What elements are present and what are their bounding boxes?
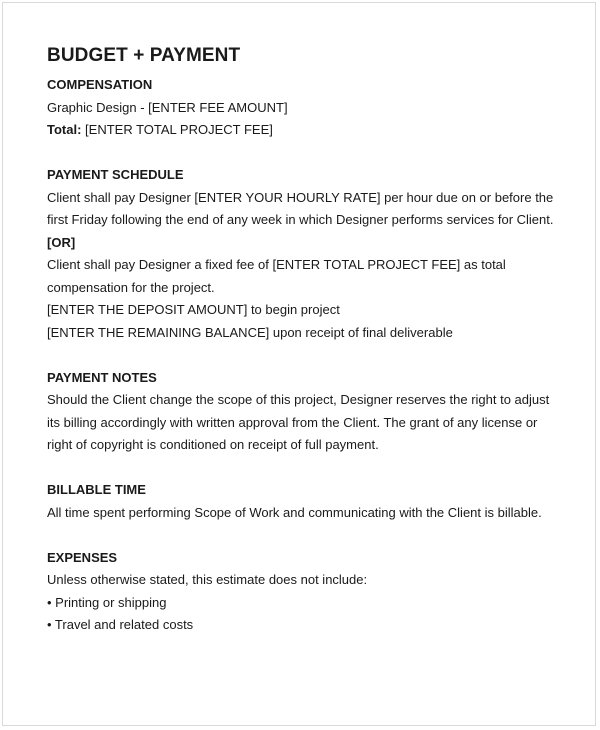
- section-spacer: [47, 142, 567, 165]
- section-spacer: [47, 457, 567, 480]
- compensation-total-line: [47, 119, 567, 142]
- payment-notes-line-2: its billing accordingly with written approval from the Client. The grant of any license or: [47, 414, 538, 430]
- payment-schedule-line-5: [ENTER THE DEPOSIT AMOUNT] to begin project: [47, 302, 340, 317]
- payment-schedule-line-4: compensation for the project.: [47, 279, 215, 295]
- payment-schedule-line-1: Client shall pay Designer [ENTER YOUR HOURLY RATE] per hour due on or before the: [47, 189, 554, 205]
- billable-time-heading: BILLABLE TIME: [47, 482, 146, 497]
- list-item: • Printing or shipping: [47, 594, 167, 610]
- payment-schedule-line-2: first Friday following the end of any week in which Designer performs services for Client.: [47, 212, 554, 227]
- compensation-heading: COMPENSATION: [47, 77, 153, 92]
- compensation-fee-line: Graphic Design - [ENTER FEE AMOUNT]: [47, 99, 288, 115]
- total-value: [ENTER TOTAL PROJECT FEE]: [81, 122, 273, 137]
- billable-time-line-1: All time spent performing Scope of Work and communicating with the Client is billable.: [47, 504, 542, 520]
- section-spacer: [47, 524, 567, 547]
- section-spacer: [47, 344, 567, 367]
- payment-schedule-line-6: [ENTER THE REMAINING BALANCE] upon receipt of final deliverable: [47, 324, 453, 340]
- payment-schedule-heading: PAYMENT SCHEDULE: [47, 167, 184, 182]
- payment-schedule-or: [OR]: [47, 234, 76, 250]
- payment-schedule-line-3: Client shall pay Designer a fixed fee of [ENTER TOTAL PROJECT FEE] as total: [47, 257, 506, 272]
- expenses-heading: EXPENSES: [47, 549, 118, 565]
- payment-notes-line-3: right of copyright is conditioned on receipt of full payment.: [47, 437, 379, 452]
- document-page: [2, 2, 596, 726]
- document-content: [47, 44, 567, 637]
- payment-notes-line-1: Should the Client change the scope of this project, Designer reserves the right to adjust: [47, 392, 550, 407]
- expenses-line-1: Unless otherwise stated, this estimate does not include:: [47, 572, 368, 587]
- total-label: Total:: [47, 122, 82, 137]
- list-item: • Travel and related costs: [47, 617, 194, 632]
- payment-notes-heading: PAYMENT NOTES: [47, 369, 157, 385]
- page-title: BUDGET + PAYMENT: [47, 45, 241, 66]
